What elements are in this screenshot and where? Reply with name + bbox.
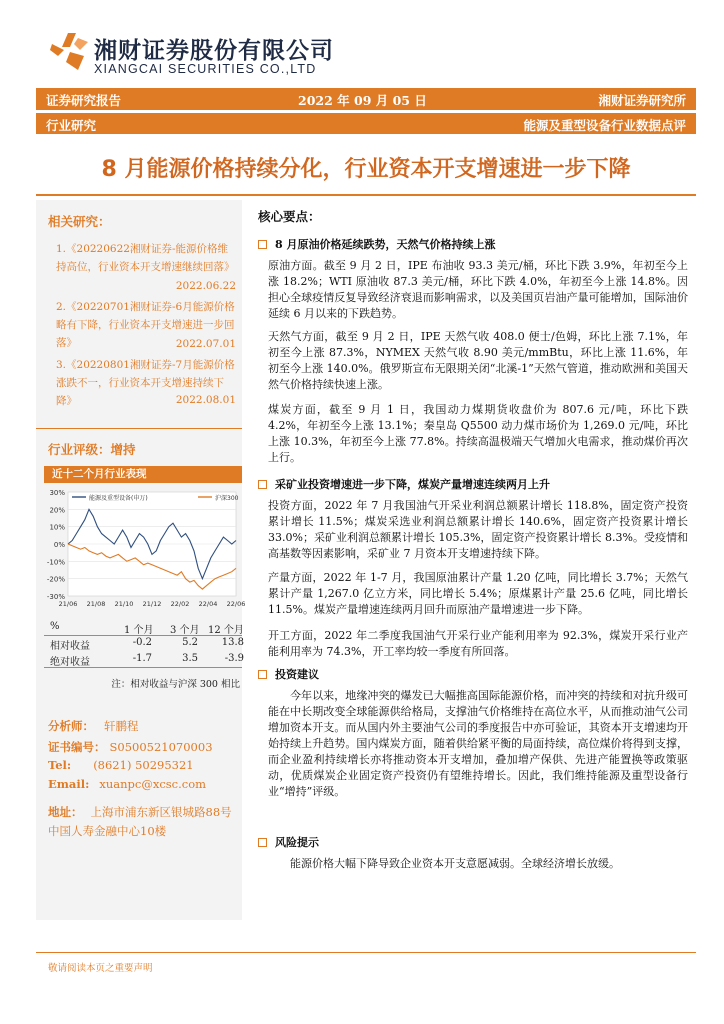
y-tick-label: -20% [46, 575, 65, 584]
checkbox-bullet-icon [258, 480, 267, 489]
x-tick-label: 22/04 [198, 600, 218, 608]
y-tick-label: -30% [46, 593, 65, 601]
table-cell: 3.5 [182, 653, 198, 664]
section-3-paragraph-1: 今年以来，地缘冲突的爆发已大幅推高国际能源价格，而冲突的持续和对抗升级可能在中长期改变全球能源供给格局，支撑油气价格维持在高位水平，从而推动油气公司增加资本开支。而从国内外主要油气公司的季度报告中亦可验证，其资本开支增速均开始持续上升趋势。国内煤炭方面，随着供给紧平衡的局面持续，高位煤价将得到支撑，而企业盈利持续增长亦将推动资本开支增加，叠加增产保供、先进产能置换等政策驱动，优质煤炭企业固定资产投资仍有望维持增长。因此，我们维持能源及重型设备行业“增持”评级。 [268, 689, 688, 798]
table-row [44, 652, 242, 668]
performance-table [44, 620, 242, 668]
x-tick-label: 21/06 [58, 600, 78, 608]
analyst-label: 分析师： [48, 719, 94, 733]
table-header-cell: 12 个月 [208, 625, 244, 636]
table-cell: 5.2 [182, 637, 198, 648]
telephone [48, 758, 194, 772]
title-divider [36, 194, 696, 196]
chart-y-axis [47, 489, 65, 601]
section-1-heading [258, 236, 495, 252]
research-institute: 湘财证券研究所 [598, 93, 686, 108]
footer-disclaimer[interactable]: 敬请阅读本页之重要声明 [48, 963, 153, 974]
row-label: 绝对收益 [50, 657, 90, 668]
table-header-cell: % [50, 621, 60, 632]
address-line-1: 上海市浦东新区银城路88号 [90, 805, 232, 819]
section-3-heading [258, 666, 319, 682]
y-tick-label: 30% [49, 489, 65, 497]
y-tick-label: 20% [49, 506, 65, 515]
sidebar-divider [36, 428, 242, 429]
x-tick-label: 22/06 [226, 600, 246, 608]
checkbox-bullet-icon [258, 240, 267, 249]
table-cell: -3.9 [224, 653, 244, 664]
related-report-2-date: 2022.07.01 [175, 338, 236, 350]
industry-performance-chart [40, 484, 246, 616]
analyst-name: 轩鹏程 [104, 719, 139, 733]
email-label: Email: [48, 777, 90, 791]
y-tick-label: 0% [53, 541, 65, 549]
section-4-heading [258, 834, 319, 850]
performance-note: 注：相对收益与沪深 300 相比 [111, 679, 240, 690]
key-points-heading: 核心要点： [258, 209, 321, 224]
x-tick-label: 22/02 [170, 600, 190, 608]
tel-number: (8621) 50295321 [93, 758, 194, 772]
header-band-top [36, 88, 696, 110]
related-report-1[interactable]: 1.《20220622湘财证券-能源价格维持高位，行业资本开支增速继续回落》 [56, 243, 235, 273]
header-band-bottom [36, 113, 696, 134]
related-report-3[interactable]: 3.《20220801湘财证券-7月能源价格涨跌不一，行业资本开支增速持续下降》 [56, 359, 235, 407]
company-logo-icon [48, 30, 90, 72]
email-address[interactable]: xuanpc@xcsc.com [99, 777, 207, 791]
y-tick-label: 10% [49, 523, 65, 532]
row-label: 相对收益 [50, 641, 90, 652]
table-cell: -1.7 [132, 653, 152, 664]
legend-label: 能源及重型设备(申万) [89, 495, 148, 502]
section-4-title: 风险提示 [275, 836, 319, 849]
related-report-3-date: 2022.08.01 [175, 394, 236, 406]
section-1-paragraph-2: 天然气方面，截至 9 月 2 日，IPE 天然气收 408.0 便士/色姆，环比上涨 7.1%，年初至今上涨 87.3%，NYMEX 天然气收 8.90 美元/mmBtu，环比上涨 11.6%，年初至今上涨 140.0%。俄罗斯宣布无限期关闭“北溪-1”天然气管道，推动欧洲和美国天然气价格持续快速上涨。 [268, 330, 688, 391]
company-name-cn: 湘财证券股份有限公司 [94, 38, 334, 64]
section-1-paragraph-3: 煤炭方面，截至 9 月 1 日，我国动力煤期货收盘价为 807.6 元/吨，环比下跌 4.2%，年初至今上涨 13.1%；秦皇岛 Q5500 动力煤市场价为 1,269.0 元/吨，环比上涨 10.3%，年初至今上涨 77.8%。持续高温极端天气增加火电需求，推动煤价再次上行。 [268, 403, 688, 464]
footer-divider [36, 952, 696, 953]
checkbox-bullet-icon [258, 670, 267, 679]
report-type: 证券研究报告 [46, 93, 122, 108]
report-date: 2022 年 09 月 05 日 [298, 93, 427, 108]
address-line-2-wrap [48, 823, 166, 839]
chart-title: 近十二个月行业表现 [44, 466, 242, 483]
checkbox-bullet-icon [258, 838, 267, 847]
report-series: 能源及重型设备行业数据点评 [523, 118, 686, 133]
table-header-cell: 3 个月 [170, 625, 200, 636]
section-1-title: 8 月原油价格延续跌势，天然气价格持续上涨 [275, 238, 496, 251]
related-report-2[interactable]: 2.《20220701湘财证券-6月能源价格略有下降，行业资本开支增速进一步回落》 [56, 301, 235, 349]
report-category: 行业研究 [46, 118, 97, 133]
address-line-2: 中国人寿金融中心10楼 [48, 824, 167, 838]
industry-rating: 行业评级：增持 [48, 442, 136, 457]
report-title: 8 月能源价格持续分化，行业资本开支增速进一步下降 [101, 157, 631, 182]
x-tick-label: 21/10 [114, 600, 134, 608]
section-3-title: 投资建议 [275, 668, 319, 681]
y-tick-label: -10% [46, 558, 65, 567]
section-2-title: 采矿业投资增速进一步下降，煤炭产量增速连续两月上升 [275, 478, 550, 491]
legend-label: 沪深300 [215, 495, 239, 502]
analyst [48, 718, 139, 734]
certificate-label: 证书编号： [48, 740, 106, 754]
company-name-en: XIANGCAI SECURITIES CO.,LTD [94, 62, 317, 76]
related-report-1-date: 2022.06.22 [175, 280, 236, 292]
section-4-paragraph-1: 能源价格大幅下降导致企业资本开支意愿减弱。全球经济增长放缓。 [290, 857, 620, 870]
section-2-heading [258, 476, 550, 492]
x-tick-label: 21/08 [86, 600, 106, 608]
table-header-row [44, 620, 242, 636]
section-1-paragraph-1: 原油方面。截至 9 月 2 日，IPE 布油收 93.3 美元/桶，环比下跌 3.9%，年初至今上涨 18.2%；WTI 原油收 87.3 美元/桶，环比下跌 4.0%，年初至今上涨 14.8%。因担心全球疫情反复导致经济衰退而影响需求，以及美国页岩油产量可能增加，国际油价延续 6 月以来的下跌趋势。 [268, 259, 688, 320]
table-cell: -0.2 [132, 637, 152, 648]
address [48, 804, 232, 820]
related-research-label: 相关研究： [48, 214, 111, 229]
certificate-number: S0500521070003 [109, 740, 213, 754]
section-2-paragraph-1: 投资方面，2022 年 7 月我国油气开采业利润总额累计增长 118.8%，固定资产投资累计增长 11.5%；煤炭采选业利润总额累计增长 140.6%，固定资产投资累计增长 33.0%；采矿业利润总额累计增长 105.3%，固定资产投资累计增长 8.3%。受疫情和高基数等因素影响，采矿业 7 月资本开支增速持续下降。 [268, 499, 688, 560]
section-2-paragraph-2: 产量方面，2022 年 1-7 月，我国原油累计产量 1.20 亿吨，同比增长 3.7%；天然气累计产量 1,267.0 亿立方米，同比增长 5.4%；原煤累计产量 25.6 亿吨，同比增长 11.5%。煤炭产量增速连续两月回升而原油产量增速进一步下降。 [268, 571, 688, 616]
chart-grid [68, 492, 236, 596]
email [48, 777, 206, 791]
x-tick-label: 21/12 [142, 600, 162, 608]
address-label: 地址： [48, 805, 83, 819]
table-cell: 13.8 [221, 637, 244, 648]
section-2-paragraph-3: 开工方面，2022 年二季度我国油气开采行业产能利用率为 92.3%，煤炭开采行业产能利用率为 74.3%，开工率均较一季度有所回落。 [268, 629, 688, 658]
chart-x-axis [59, 600, 246, 608]
table-row [44, 636, 242, 652]
tel-label: Tel: [48, 758, 72, 772]
table-header-cell: 1 个月 [124, 625, 154, 636]
certificate [48, 739, 213, 755]
